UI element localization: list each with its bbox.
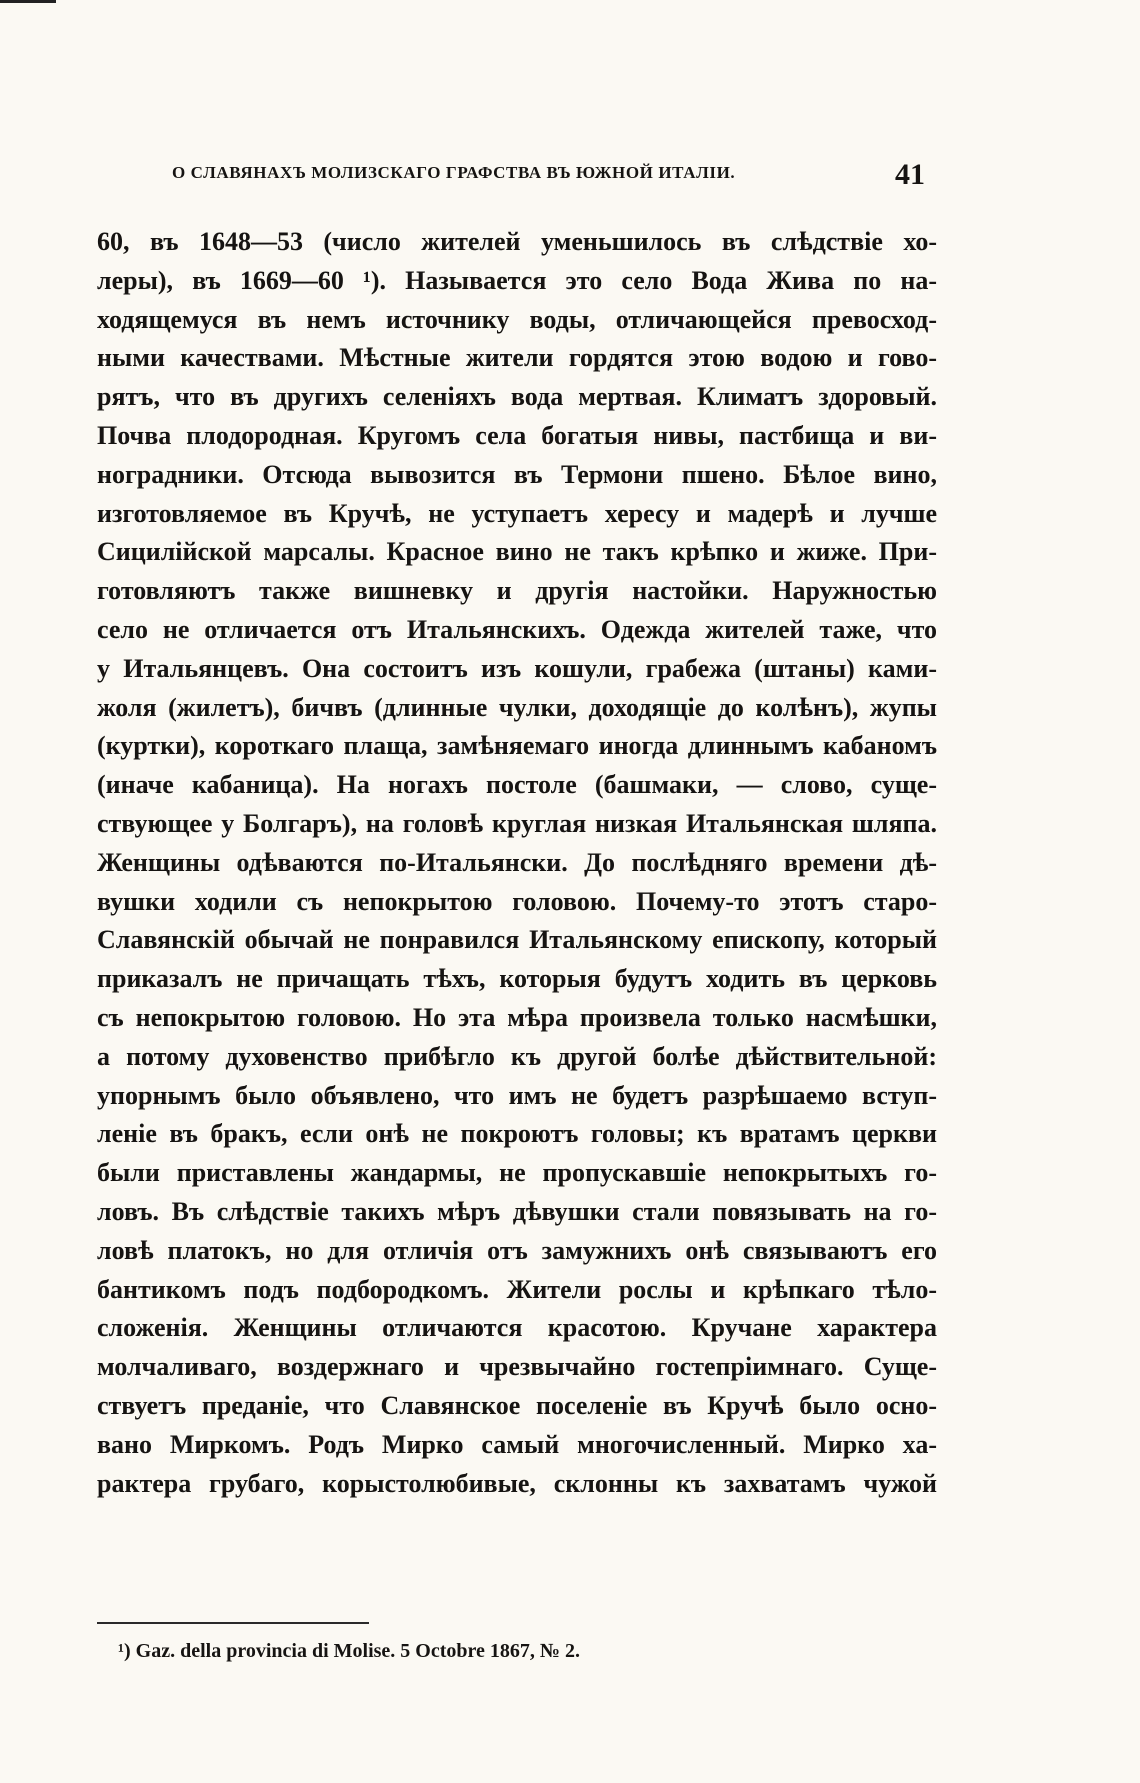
body-text [97, 223, 937, 1503]
text-line: леры), въ 1669—60 ¹). Называется это село Вода Жива по на- [97, 265, 937, 295]
text-line: ходящемуся въ немъ источнику воды, отличающейся превосход- [97, 304, 937, 334]
footnote: ¹) Gaz. della provincia di Molise. 5 Octobre 1867, № 2. [118, 1640, 580, 1662]
text-line: ными качествами. Мѣстные жители гордятся этою водою и гово- [97, 343, 937, 373]
text-line: Женщины одѣваются по-Итальянски. До послѣдняго времени дѣ- [97, 847, 937, 877]
text-line: у Итальянцевъ. Она состоитъ изъ кошули, грабежа (штаны) ками- [97, 653, 937, 683]
scan-edge-mark [0, 0, 56, 3]
text-line: ловѣ платокъ, но для отличія отъ замужнихъ онѣ связываютъ его [97, 1235, 937, 1265]
text-line: (иначе кабаница). На ногахъ постоле (башмаки, — слово, суще- [97, 770, 937, 800]
text-line: ловъ. Въ слѣдствіе такихъ мѣръ дѣвушки стали повязывать на го- [97, 1196, 937, 1226]
text-line: молчаливаго, воздержнаго и чрезвычайно гостепріимнаго. Суще- [97, 1352, 937, 1382]
text-line: а потому духовенство прибѣгло къ другой болѣе дѣйствительной: [97, 1041, 937, 1071]
text-line: жоля (жилетъ), бичвъ (длинные чулки, доходящіе до колѣнъ), жупы [97, 692, 937, 722]
text-line: вано Миркомъ. Родъ Мирко самый многочисленный. Мирко ха- [97, 1429, 937, 1459]
text-line: сложенія. Женщины отличаются красотою. Кручане характера [97, 1313, 937, 1343]
text-line: съ непокрытою головою. Но эта мѣра произвела только насмѣшки, [97, 1002, 937, 1032]
running-head: О СЛАВЯНАХЪ МОЛИЗСКАГО ГРАФСТВА ВЪ ЮЖНОЙ ИТАЛІИ. [172, 163, 736, 182]
text-line: Почва плодородная. Кругомъ села богатыя нивы, пастбища и ви- [97, 420, 937, 450]
footnote-rule [97, 1622, 369, 1624]
text-line: рактера грубаго, корыстолюбивые, склонны къ захватамъ чужой [97, 1468, 937, 1498]
text-line: Славянскій обычай не понравился Итальянскому епископу, который [97, 925, 937, 955]
text-line: вушки ходили съ непокрытою головою. Почему-то этотъ старо- [97, 886, 937, 916]
text-line: Сицилійской марсалы. Красное вино не такъ крѣпко и жиже. При- [97, 537, 937, 567]
text-line: готовляютъ также вишневку и другія настойки. Наружностью [97, 576, 937, 606]
text-line: бантикомъ подъ подбородкомъ. Жители рослы и крѣпкаго тѣло- [97, 1274, 937, 1304]
text-line: приказалъ не причащать тѣхъ, которыя будутъ ходить въ церковь [97, 964, 937, 994]
text-line: ноградники. Отсюда вывозится въ Термони пшено. Бѣлое вино, [97, 459, 937, 489]
page-number: 41 [895, 158, 925, 191]
text-line: село не отличается отъ Итальянскихъ. Одежда жителей таже, что [97, 614, 937, 644]
text-line: леніе въ бракъ, если онѣ не покроютъ головы; къ вратамъ церкви [97, 1119, 937, 1149]
text-line: ствующее у Болгаръ), на головѣ круглая низкая Итальянская шляпа. [97, 808, 937, 838]
text-line: рятъ, что въ другихъ селеніяхъ вода мертвая. Климатъ здоровый. [97, 382, 937, 412]
text-line: 60, въ 1648—53 (число жителей уменьшилось въ слѣдствіе хо- [97, 227, 937, 256]
text-line: упорнымъ было объявлено, что имъ не будетъ разрѣшаемо вступ- [97, 1080, 937, 1110]
text-line: изготовляемое въ Кручѣ, не уступаетъ хересу и мадерѣ и лучше [97, 498, 937, 528]
text-line: ствуетъ преданіе, что Славянское поселеніе въ Кручѣ было осно- [97, 1390, 937, 1420]
text-line: были приставлены жандармы, не пропускавшіе непокрытыхъ го- [97, 1158, 937, 1188]
text-line: (куртки), короткаго плаща, замѣняемаго иногда длиннымъ кабаномъ [97, 731, 937, 761]
